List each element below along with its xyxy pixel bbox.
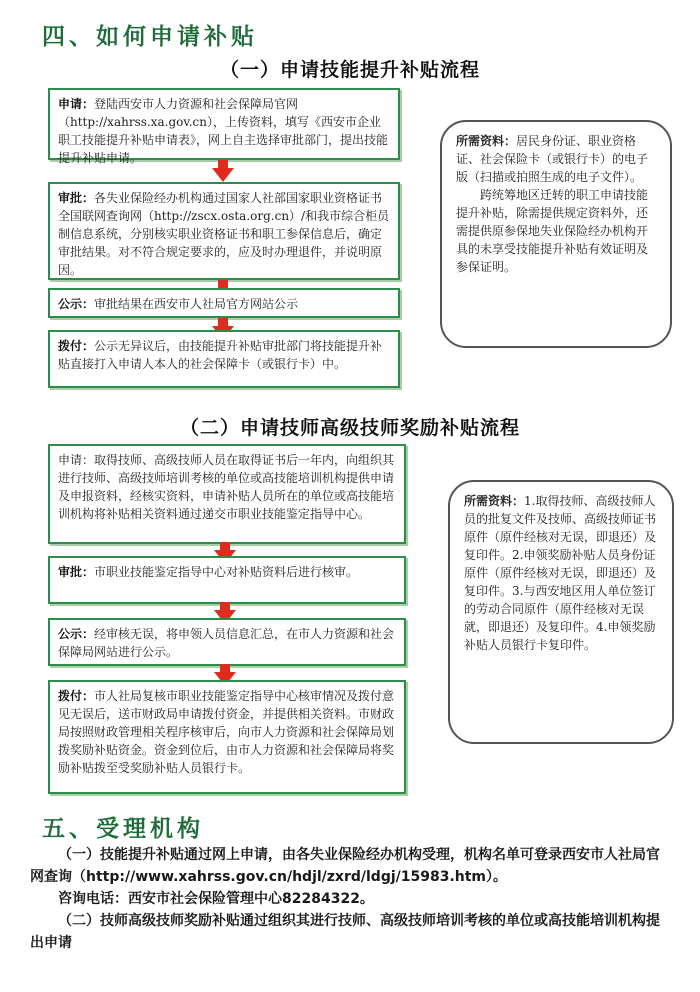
step-text: 公示无异议后，由技能提升补贴审批部门将技能提升补贴直接打入申请人本人的社会保障卡（或银行卡）中。 <box>58 339 383 371</box>
flow1-step-review <box>48 182 400 280</box>
step-label: 公示： <box>58 297 95 311</box>
agency-phone: 咨询电话：西安市社会保险管理中心82284322。 <box>58 891 374 907</box>
flow1-step-publicize <box>48 288 400 318</box>
step-label: 审批： <box>58 191 95 205</box>
materials-label: 所需资料： <box>464 494 525 508</box>
materials-label: 所需资料： <box>456 134 517 148</box>
flow2-title: （二）申请技师高级技师奖励补贴流程 <box>179 417 520 439</box>
step-text: 各失业保险经办机构通过国家人社部国家职业资格证书全国联网查询网（http://zscx.osta.org.cn）/和我市综合柜员制信息系统，分别核实职业资格证书和职工参保信息后，确定审批结果。对不符合规定要求的，应及时办理退件，并说明原因。 <box>58 191 390 277</box>
step-label: 拨付： <box>58 689 95 703</box>
step-text: 市人社局复核市职业技能鉴定指导中心核审情况及拨付意见无误后，送市财政局申请拨付资金，并提供相关资料。市财政局按照财政管理相关程序核审后，向市人力资源和社会保障局划拨奖励补贴资金。资金到位后，由市人力资源和社会保障局将奖励补贴拨至受奖励补贴人员银行卡。 <box>58 689 395 775</box>
flow2-materials-bubble <box>448 480 674 744</box>
step-label: 审批： <box>58 565 95 579</box>
down-arrow-icon <box>212 168 234 182</box>
section-heading-agency: 五、受理机构 <box>42 815 204 842</box>
flow1-step-payout <box>48 330 400 388</box>
agency-paragraph-2: （二）技师高级技师奖励补贴通过组织其进行技师、高级技师培训考核的单位或高技能培训机构提出申请 <box>30 913 660 951</box>
agency-paragraph-1: （一）技能提升补贴通过网上申请，由各失业保险经办机构受理，机构名单可登录西安市人社局官网查询（http://www.xahrss.gov.cn/hdjl/zxrd/ldgj/15983.htm）。 <box>30 847 660 885</box>
flow2-step-review <box>48 556 406 604</box>
flow2-step-payout <box>48 680 406 794</box>
flow2-step-publicize <box>48 618 406 666</box>
step-text: 审批结果在西安市人社局官方网站公示 <box>94 297 299 311</box>
flow2-step-apply <box>48 444 406 544</box>
flow1-title: （一）申请技能提升补贴流程 <box>219 59 480 81</box>
section-heading-apply: 四、如何申请补贴 <box>42 23 258 50</box>
flow1-step-apply <box>48 88 400 165</box>
step-label: 公示： <box>58 627 95 641</box>
step-text: 登陆西安市人力资源和社会保障局官网（http://xahrss.xa.gov.cn），上传资料，填写《西安市企业职工技能提升补贴申请表》，网上自主选择审批部门，提出技能提升补贴申请。 <box>58 97 389 165</box>
step-label: 拨付： <box>58 339 95 353</box>
materials-note: 跨统筹地区迁转的职工申请技能提升补贴，除需提供规定资料外，还需提供原参保地失业保险经办机构开具的未享受技能提升补贴有效证明及参保证明。 <box>456 188 649 274</box>
step-text: 经审核无误，将申领人员信息汇总，在市人力资源和社会保障局网站进行公示。 <box>58 627 395 659</box>
materials-text: 1.取得技师、高级技师人员的批复文件及技师、高级技师证书原件（原件经核对无误，即退还）及复印件。2.申领奖励补贴人员身份证原件（原件经核对无误，即退还）及复印件。3.与西安地区用人单位签订的劳动合同原件（原件经核对无误就，即退还）及复印件。4.申领奖励补贴人员银行卡复印件。 <box>464 494 657 652</box>
step-text: 市职业技能鉴定指导中心对补贴资料后进行核审。 <box>94 565 359 579</box>
step-text: 申请：取得技师、高级技师人员在取得证书后一年内，向组织其进行技师、高级技师培训考核的单位或高技能培训机构提供申请及申报资料，经核实资料，申请补贴人员所在的单位或高技能培训机构将补贴相关资料通过递交市职业技能鉴定指导中心。 <box>58 453 395 521</box>
materials-text: 居民身份证、职业资格证、社会保险卡（或银行卡）的电子版（扫描或拍照生成的电子文件）。 <box>456 134 649 184</box>
flow1-materials-bubble <box>440 120 672 348</box>
step-label: 申请： <box>58 97 95 111</box>
